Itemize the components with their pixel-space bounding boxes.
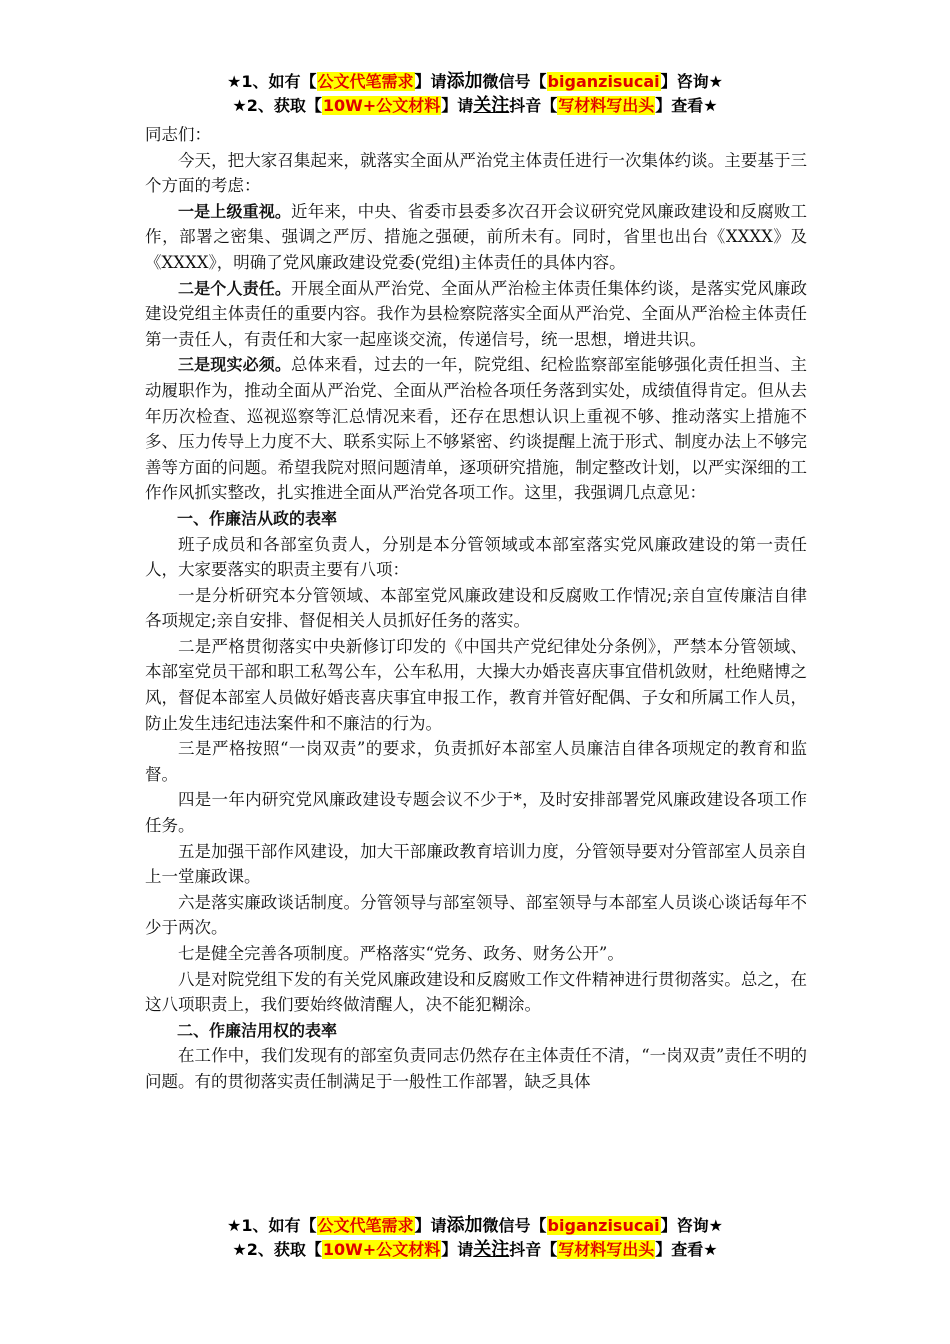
reason-paragraph-1 bbox=[145, 199, 807, 276]
banner-text: ★1、如有【 bbox=[227, 1216, 317, 1235]
duty-item: 六是落实廉政谈话制度。分管领导与部室领导、部室领导与本部室人员谈心谈话每年不少于两次。 bbox=[145, 892, 807, 938]
banner-highlight: 写材料写出头 bbox=[558, 1240, 655, 1259]
duty-item: 二是严格贯彻落实中央新修订印发的《中国共产党纪律处分条例》，严禁本分管领域、本部室党员干部和职工私驾公车，公车私用，大操大办婚丧喜庆事宜借机敛财，杜绝赌博之风，督促本部室人员做好婚丧喜庆事宜申报工作，教育并管好配偶、子女和所属工作人员，防止发生违纪违法案件和不廉洁的行为。 bbox=[145, 636, 807, 733]
banner-highlight: 10W+公文材料 bbox=[322, 96, 441, 115]
duty-item: 八是对院党组下发的有关党风廉政建设和反腐败工作文件精神进行贯彻落实。总之，在这八项职责上，我们要始终做清醒人，决不能犯糊涂。 bbox=[145, 969, 807, 1015]
banner-text: ★1、如有【 bbox=[227, 72, 317, 91]
banner-line-2 bbox=[0, 94, 950, 118]
banner-emphasis: 关注 bbox=[473, 1239, 510, 1260]
banner-text: 微信号【 bbox=[482, 72, 547, 91]
paragraph: 在工作中，我们发现有的部室负责同志仍然存在主体责任不清，“一岗双责”责任不明的问题。有的贯彻落实责任制满足于一般性工作部署，缺乏具体 bbox=[145, 1046, 807, 1091]
reason-text: 开展全面从严治党、全面从严治检主体责任集体约谈，是落实党风廉政建设党组主体责任的重要内容。我作为县检察院落实全面从严治党、全面从严治检主体责任第一责任人，有责任和大家一起座谈交流，传递信号，统一思想，增进共识。 bbox=[145, 278, 807, 349]
banner-highlight: 写材料写出头 bbox=[558, 96, 655, 115]
duty-item: 一是分析研究本分管领域、本部室党风廉政建设和反腐败工作情况;亲自宣传廉洁自律各项规定;亲自安排、督促相关人员抓好任务的落实。 bbox=[145, 585, 807, 631]
banner-emphasis: 关注 bbox=[473, 95, 510, 116]
section-title-2: 二、作廉洁用权的表率 bbox=[177, 1020, 338, 1040]
greeting: 同志们： bbox=[145, 125, 211, 144]
banner-text: 抖音【 bbox=[509, 96, 558, 115]
banner-text: 】请 bbox=[414, 72, 447, 91]
banner-emphasis: 添加 bbox=[446, 71, 483, 92]
reason-heading: 三是现实必须。 bbox=[178, 355, 292, 375]
reason-paragraph-3 bbox=[145, 352, 807, 506]
banner-line-1 bbox=[0, 70, 950, 94]
banner-text: ★2、获取【 bbox=[232, 96, 322, 115]
banner-text: ★2、获取【 bbox=[232, 1240, 322, 1259]
duty-item: 四是一年内研究党风廉政建设专题会议不少于*，及时安排部署党风廉政建设各项工作任务。 bbox=[145, 790, 807, 836]
banner-highlight: 公文代笔需求 bbox=[317, 72, 414, 91]
banner-text: 抖音【 bbox=[509, 1240, 558, 1259]
banner-text: 微信号【 bbox=[482, 1216, 547, 1235]
banner-highlight: 10W+公文材料 bbox=[322, 1240, 441, 1259]
intro-paragraph: 今天，把大家召集起来，就落实全面从严治党主体责任进行一次集体约谈。主要基于三个方面的考虑： bbox=[145, 150, 807, 196]
duty-item: 七是健全完善各项制度。严格落实“党务、政务、财务公开”。 bbox=[178, 944, 624, 963]
reason-paragraph-2 bbox=[145, 276, 807, 353]
duty-item: 三是严格按照“一岗双责”的要求，负责抓好本部室人员廉洁自律各项规定的教育和监督。 bbox=[145, 739, 807, 784]
banner-highlight: 公文代笔需求 bbox=[317, 1216, 414, 1235]
banner-highlight: biganzisucai bbox=[547, 1216, 660, 1235]
banner-line-1 bbox=[0, 1214, 950, 1238]
reason-text: 近年来，中央、省委市县委多次召开会议研究党风廉政建设和反腐败工作，部署之密集、强调之严厉、措施之强硬，前所未有。同时，省里也出台《XXXX》及《XXXX》，明确了党风廉政建设党委(党组)主体责任的具体内容。 bbox=[145, 201, 807, 272]
banner-text: 】咨询★ bbox=[660, 1216, 723, 1235]
footer-banner bbox=[0, 1214, 950, 1262]
banner-emphasis: 添加 bbox=[446, 1215, 483, 1236]
banner-text: 】请 bbox=[414, 1216, 447, 1235]
banner-text: 】请 bbox=[441, 96, 474, 115]
document-body bbox=[145, 122, 807, 1095]
header-banner bbox=[0, 70, 950, 118]
paragraph: 班子成员和各部室负责人，分别是本分管领域或本部室落实党风廉政建设的第一责任人，大家要落实的职责主要有八项： bbox=[145, 534, 807, 580]
banner-line-2 bbox=[0, 1238, 950, 1262]
banner-highlight: biganzisucai bbox=[547, 72, 660, 91]
duty-item: 五是加强干部作风建设，加大干部廉政教育培训力度，分管领导要对分管部室人员亲自上一堂廉政课。 bbox=[145, 841, 807, 887]
banner-text: 】查看★ bbox=[655, 96, 718, 115]
reason-heading: 一是上级重视。 bbox=[178, 201, 292, 221]
banner-text: 】咨询★ bbox=[660, 72, 723, 91]
banner-text: 】查看★ bbox=[655, 1240, 718, 1259]
section-title-1: 一、作廉洁从政的表率 bbox=[177, 508, 338, 528]
reason-text: 总体来看，过去的一年，院党组、纪检监察部室能够强化责任担当、主动履职作为，推动全面从严治党、全面从严治检各项任务落到实处，成绩值得肯定。但从去年历次检查、巡视巡察等汇总情况来看，还存在思想认识上重视不够、推动落实上措施不多、压力传导上力度不大、联系实际上不够紧密、约谈提醒上流于形式、制度办法上不够完善等方面的问题。希望我院对照问题清单，逐项研究措施，制定整改计划，以严实深细的工作作风抓实整改，扎实推进全面从严治党各项工作。这里，我强调几点意见： bbox=[145, 355, 807, 503]
banner-text: 】请 bbox=[441, 1240, 474, 1259]
reason-heading: 二是个人责任。 bbox=[178, 278, 292, 298]
